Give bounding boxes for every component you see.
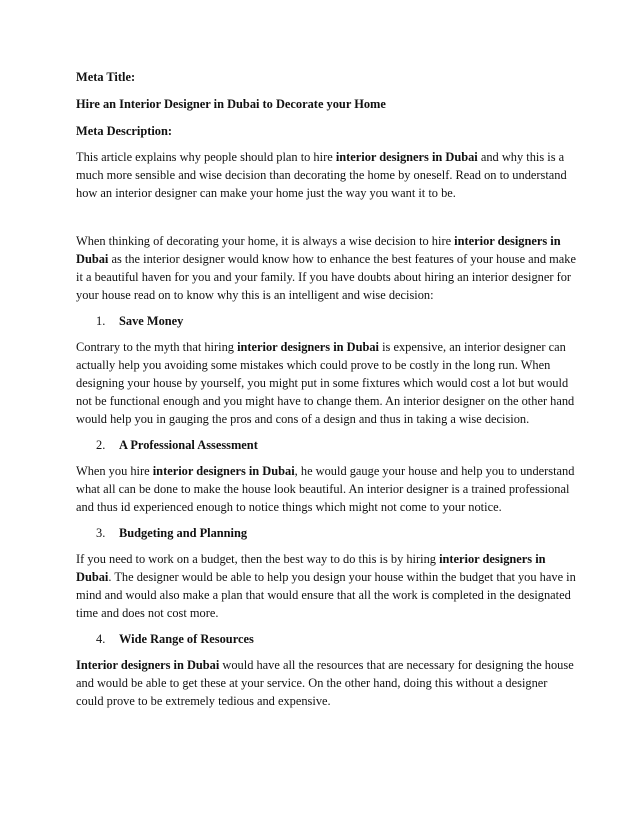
section-title: Wide Range of Resources [119,632,254,646]
keyword-text: interior designers in Dubai [76,234,561,266]
section-2 [76,436,578,516]
body-text: This article explains why people should plan to hire [76,150,336,164]
body-text: When thinking of decorating your home, it is always a wise decision to hire [76,234,455,248]
spacer [76,210,578,232]
meta-description-label: Meta Description: [76,124,172,138]
meta-title: Hire an Interior Designer in Dubai to Decorate your Home [76,97,386,111]
body-text: , he would gauge your house and help you to understand what all can be done to make the house look beautiful. An interior designer is a trained professional and thus id experienced enough to notice things which might not come to your notice. [76,464,575,514]
section-number: 4. [96,632,106,646]
section-title: Budgeting and Planning [119,526,248,540]
section-heading [76,312,578,330]
section-body [76,656,578,710]
body-text: and why this is a much more sensible and wise decision than decorating the home by oneself. Read on to understand how an interior designer can make your home just the way you want it to be. [76,150,567,200]
keyword-text: interior designers in Dubai [237,340,379,354]
section-1 [76,312,578,428]
keyword-text: interior designers in Dubai [152,464,295,478]
meta-description [76,148,578,202]
section-number: 1. [96,314,106,328]
section-body [76,338,578,428]
intro-paragraph [76,232,578,304]
keyword-text: interior designers in Dubai [335,150,478,164]
meta-title-label: Meta Title: [76,70,136,84]
body-text: is expensive, an interior designer can actually help you avoiding some mistakes which could prove to be costly in the long run. When designing your house by yourself, you might put in some fixtures which would cost a lot but would not be functional enough and you might have to change them. An interior designer on the other hand would help you in gauging the pros and cons of a design and thus in taking a wise decision. [76,340,575,426]
body-text: If you need to work on a budget, then the best way to do this is by hiring [76,552,440,566]
section-heading [76,436,578,454]
section-title: A Professional Assessment [119,438,258,452]
section-number: 2. [96,438,106,452]
section-heading [76,630,578,648]
section-4 [76,630,578,710]
section-title: Save Money [119,314,184,328]
body-text: as the interior designer would know how to enhance the best features of your house and make it a beautiful haven for you and your family. If you have doubts about hiring an interior designer for your house read on to know why this is an intelligent and wise decision: [76,252,576,302]
body-text: . The designer would be able to help you design your house within the budget that you have in mind and would also make a plan that would ensure that all the work is completed in the designated time and does not cost more. [76,570,576,620]
section-body [76,462,578,516]
keyword-text: interior designers in Dubai [76,552,546,584]
section-3 [76,524,578,622]
body-text: Contrary to the myth that hiring [76,340,238,354]
body-text: When you hire [76,464,153,478]
section-heading [76,524,578,542]
keyword-text: Interior designers in Dubai [76,658,220,672]
section-number: 3. [96,526,106,540]
section-body [76,550,578,622]
body-text: would have all the resources that are necessary for designing the house and would be able to get these at your service. On the other hand, doing this without a designer could prove to be extremely tedious and expensive. [76,658,574,708]
